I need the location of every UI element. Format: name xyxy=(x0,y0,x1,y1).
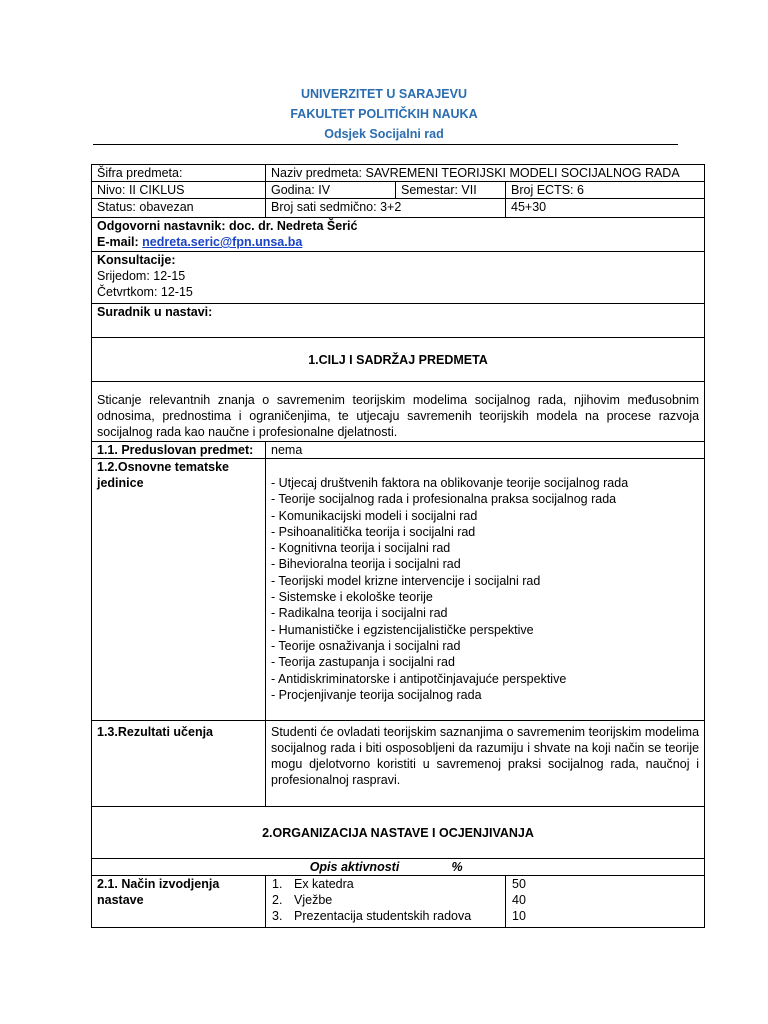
topic-item: - Humanističke i egzistencijalističke perspektive xyxy=(271,622,534,637)
percent-header: % xyxy=(444,859,705,876)
activity-row xyxy=(272,908,500,924)
header-divider xyxy=(93,144,678,145)
email-label: E-mail: xyxy=(97,235,139,249)
outcomes-text: Studenti će ovladati teorijskim saznanjima o savremenim teorijskim modelima socijalnog rada i biti osposobljeni da razumiju i shvate na koji način se teorije mogu djelotvorno koristiti u savremenoj praksi socijalnog rada, naučnoj i profesionalnoj raspravi. xyxy=(266,721,705,807)
topic-item: - Sistemske i ekološke teorije xyxy=(271,590,433,605)
prerequisite-label: 1.1. Preduslovan predmet: xyxy=(92,442,266,459)
activity-percent: 50 xyxy=(512,877,526,891)
level-cell: Nivo: II CIKLUS xyxy=(92,182,266,199)
topic-item: - Teorijski model krizne intervencije i socijalni rad xyxy=(271,573,541,588)
activities-cell xyxy=(266,876,506,928)
section2-title: 2.ORGANIZACIJA NASTAVE I OCJENJIVANJA xyxy=(92,807,705,859)
activity-number: 2. xyxy=(272,893,283,907)
outcomes-label: 1.3.Rezultati učenja xyxy=(92,721,266,807)
activity-number: 3. xyxy=(272,909,283,923)
section1-title: 1.CILJ I SADRŽAJ PREDMETA xyxy=(92,338,705,382)
ects-cell: Broj ECTS: 6 xyxy=(506,182,705,199)
topic-item: - Utjecaj društvenih faktora na oblikovanje teorije socijalnog rada xyxy=(271,476,629,490)
topic-item: - Procjenjivanje teorija socijalnog rada xyxy=(271,687,482,702)
activity-name: Prezentacija studentskih radova xyxy=(294,909,472,923)
department-name: Odsjek Socijalni rad xyxy=(324,127,444,141)
activity-row xyxy=(272,892,500,908)
percent-cell xyxy=(506,876,705,928)
assistant-cell: Suradnik u nastavi: xyxy=(92,304,705,338)
activity-percents xyxy=(512,876,699,924)
semester-cell: Semestar: VII xyxy=(396,182,506,199)
teacher-email-link[interactable]: nedreta.seric@fpn.unsa.ba xyxy=(142,235,303,249)
topics-cell xyxy=(266,459,705,721)
consultation-slot: Četvrtkom: 12-15 xyxy=(97,285,193,299)
topic-item: - Radikalna teorija i socijalni rad xyxy=(271,606,448,621)
course-goal-text: Sticanje relevantnih znanja o savremenim teorijskim modelima socijalnog rada, njihovim međusobnim odnosima, prednostima i ograničenjima, te utjecaju savremenih teorijskih modela na procese razvoja socijalnog rada kao naučne i profesionalne djelatnosti. xyxy=(92,382,705,442)
teacher-email-row xyxy=(97,234,699,250)
weekly-hours-cell: Broj sati sedmično: 3+2 xyxy=(266,199,506,218)
activity-percent: 10 xyxy=(512,909,526,923)
topics-label: 1.2.Osnovne tematske jedinice xyxy=(92,459,266,721)
year-cell: Godina: IV xyxy=(266,182,396,199)
prerequisite-value: nema xyxy=(266,442,705,459)
activity-number: 1. xyxy=(272,877,283,891)
topic-item: - Bihevioralna teorija i socijalni rad xyxy=(271,557,461,572)
activity-header-blank xyxy=(92,859,266,876)
course-name-cell: Naziv predmeta: SAVREMENI TEORIJSKI MODELI SOCIJALNOG RADA xyxy=(266,165,705,182)
topic-item: - Komunikacijski modeli i socijalni rad xyxy=(271,508,478,523)
topic-item: - Kognitivna teorija i socijalni rad xyxy=(271,541,451,556)
status-cell: Status: obavezan xyxy=(92,199,266,218)
consultations-title: Konsultacije: xyxy=(97,253,176,267)
activity-names xyxy=(272,876,500,924)
activity-name: Vježbe xyxy=(294,893,333,907)
activity-row xyxy=(272,876,500,892)
topic-item: - Teorija zastupanja i socijalni rad xyxy=(271,655,455,670)
activity-name: Ex katedra xyxy=(294,877,354,891)
course-code-cell: Šifra predmeta: xyxy=(92,165,266,182)
teacher-cell xyxy=(92,218,705,252)
document-header xyxy=(0,84,768,144)
consultations-cell xyxy=(92,252,705,304)
activity-percent: 40 xyxy=(512,893,526,907)
teacher-name: Odgovorni nastavnik: doc. dr. Nedreta Šerić xyxy=(97,219,358,233)
consultation-slot: Srijedom: 12-15 xyxy=(97,269,186,283)
teaching-method-label: 2.1. Način izvodjenja nastave xyxy=(92,876,266,928)
activity-header: Opis aktivnosti xyxy=(266,859,444,876)
topic-item: - Teorije socijalnog rada i profesionalna praksa socijalnog rada xyxy=(271,492,617,507)
faculty-name: FAKULTET POLITIČKIH NAUKA xyxy=(290,107,478,121)
topic-item: - Teorije osnaživanja i socijalni rad xyxy=(271,638,461,653)
course-syllabus-table xyxy=(91,164,705,928)
topics-list xyxy=(271,475,699,703)
university-name: UNIVERZITET U SARAJEVU xyxy=(301,87,467,101)
total-hours-cell: 45+30 xyxy=(506,199,705,218)
topic-item: - Psihoanalitička teorija i socijalni rad xyxy=(271,524,476,539)
topic-item: - Antidiskriminatorske i antipotčinjavajuće perspektive xyxy=(271,671,567,686)
